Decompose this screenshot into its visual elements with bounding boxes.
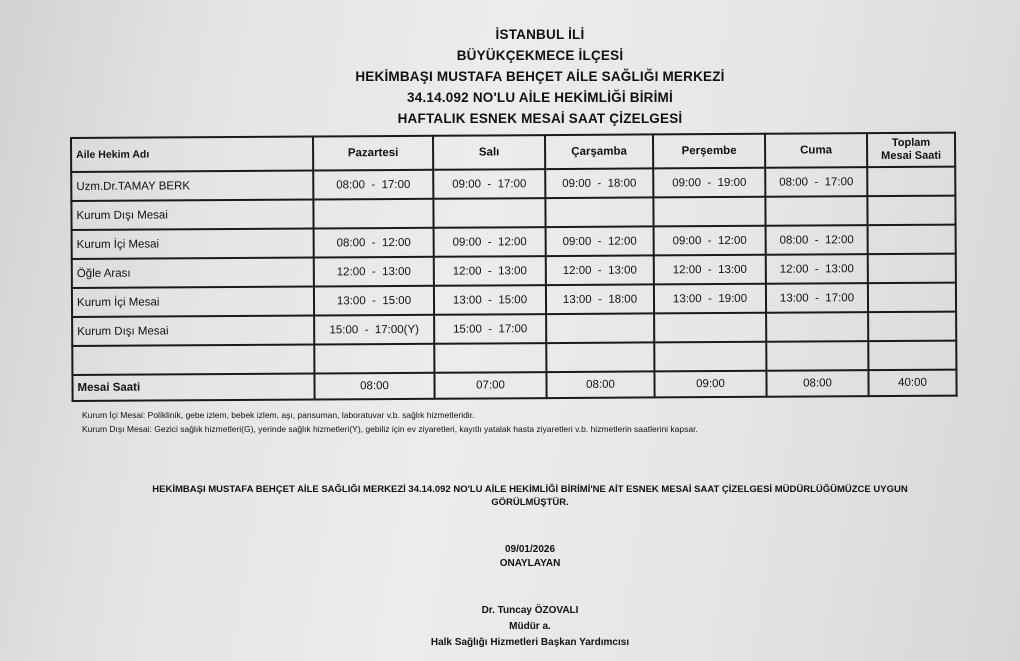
table-cell: 08:00 - 17:00 bbox=[765, 167, 867, 197]
column-header-doctor-name: Aile Hekim Adı bbox=[71, 137, 313, 172]
approval-date: 09/01/2026 bbox=[504, 544, 556, 555]
row-label: Öğle Arası bbox=[72, 258, 314, 288]
weekly-schedule-table bbox=[70, 132, 958, 402]
table-cell bbox=[653, 197, 765, 227]
approval-line1: HEKİMBAŞI MUSTAFA BEHÇET AİLE SAĞLIĞI MERKEZİ 34.14.092 NO'LU AİLE HEKİMLİĞİ BİRİMİ'NE AİT ESNEK MESAİ SAAT ÇİZELGESİ MÜDÜRLÜĞÜMÜZCE UYGUN bbox=[152, 484, 908, 495]
table-cell: 13:00 - 15:00 bbox=[314, 286, 434, 316]
table-cell: 13:00 - 18:00 bbox=[546, 284, 654, 314]
table-cell-total bbox=[867, 196, 955, 226]
table-cell: 15:00 - 17:00 bbox=[434, 314, 546, 344]
header-schedule-title: HAFTALIK ESNEK MESAİ SAAT ÇİZELGESİ bbox=[397, 111, 683, 126]
column-header-friday: Cuma bbox=[765, 133, 867, 168]
footnote-internal-hours: Kurum İçi Mesai: Poliklinik, gebe izlem, bebek izlem, aşı, pansuman, laboratuvar v.b. sağlık hizmetleridir. bbox=[82, 410, 475, 420]
table-cell bbox=[434, 343, 546, 373]
approval-date-block bbox=[430, 543, 630, 571]
row-label: Kurum Dışı Mesai bbox=[72, 316, 314, 346]
table-cell bbox=[545, 197, 653, 227]
table-summary-row bbox=[72, 370, 956, 401]
table-cell: 09:00 - 12:00 bbox=[434, 227, 546, 257]
column-header-total-line2: Mesai Saati bbox=[881, 149, 942, 163]
table-cell bbox=[546, 342, 654, 372]
table-cell-total bbox=[868, 254, 956, 284]
column-header-monday: Pazartesi bbox=[313, 136, 433, 171]
row-label: Kurum İçi Mesai bbox=[72, 229, 314, 259]
summary-cell: 09:00 bbox=[654, 371, 766, 398]
signer-block bbox=[380, 603, 680, 651]
approval-statement bbox=[120, 483, 940, 509]
table-cell bbox=[765, 196, 867, 226]
header-province: İSTANBUL İLİ bbox=[495, 27, 585, 42]
signer-name: Dr. Tuncay ÖZOVALI bbox=[481, 605, 579, 616]
document-header bbox=[300, 24, 780, 129]
table-cell: 15:00 - 17:00(Y) bbox=[314, 315, 434, 345]
table-cell bbox=[766, 312, 868, 342]
table-cell-total bbox=[868, 312, 956, 342]
table-cell: 12:00 - 13:00 bbox=[546, 255, 654, 285]
summary-total: 40:00 bbox=[868, 370, 956, 397]
summary-label: Mesai Saati bbox=[72, 374, 314, 401]
table-cell bbox=[433, 198, 545, 228]
signer-title2: Halk Sağlığı Hizmetleri Başkan Yardımcısı bbox=[430, 637, 630, 648]
column-header-wednesday: Çarşamba bbox=[545, 134, 653, 169]
summary-cell: 08:00 bbox=[766, 370, 868, 397]
column-header-tuesday: Salı bbox=[433, 135, 545, 170]
table-cell: 12:00 - 13:00 bbox=[654, 255, 766, 285]
row-label bbox=[72, 345, 314, 375]
table-cell-total bbox=[867, 167, 955, 197]
table-cell bbox=[654, 313, 766, 343]
table-cell: 09:00 - 18:00 bbox=[545, 168, 653, 198]
table-cell: 13:00 - 17:00 bbox=[766, 283, 868, 313]
table-cell: 12:00 - 13:00 bbox=[314, 257, 434, 287]
table-cell-total bbox=[868, 225, 956, 255]
table-cell: 08:00 - 12:00 bbox=[766, 225, 868, 255]
table-cell bbox=[313, 199, 433, 229]
signer-title1: Müdür a. bbox=[509, 621, 551, 632]
table-cell: 09:00 - 19:00 bbox=[653, 168, 765, 198]
footnote-external-hours: Kurum Dışı Mesai: Gezici sağlık hizmetleri(G), yerinde sağlık hizmetleri(Y), gebiliz için ev ziyaretleri, kayıtlı yatalak hasta ziyaretleri v.b. hizmetlerin saatlerini kapsar. bbox=[82, 424, 698, 434]
row-label: Kurum Dışı Mesai bbox=[71, 200, 313, 230]
column-header-total bbox=[867, 133, 955, 168]
table-cell: 12:00 - 13:00 bbox=[766, 254, 868, 284]
header-unit: 34.14.092 NO'LU AİLE HEKİMLİĞİ BİRİMİ bbox=[407, 90, 673, 105]
header-district: BÜYÜKÇEKMECE İLÇESİ bbox=[456, 48, 624, 63]
footnotes bbox=[82, 408, 698, 436]
table-header-row bbox=[71, 133, 955, 172]
table-cell: 12:00 - 13:00 bbox=[434, 256, 546, 286]
table-cell: 09:00 - 17:00 bbox=[433, 169, 545, 199]
column-header-total-line1: Toplam bbox=[891, 136, 931, 149]
approver-label: ONAYLAYAN bbox=[499, 558, 561, 569]
table-cell: 13:00 - 15:00 bbox=[434, 285, 546, 315]
table-cell: 09:00 - 12:00 bbox=[546, 226, 654, 256]
column-header-thursday: Perşembe bbox=[653, 134, 765, 169]
table-cell bbox=[766, 341, 868, 371]
summary-cell: 07:00 bbox=[434, 372, 546, 399]
header-health-center: HEKİMBAŞI MUSTAFA BEHÇET AİLE SAĞLIĞI MERKEZİ bbox=[355, 69, 725, 84]
table-cell-total bbox=[868, 283, 956, 313]
table-cell bbox=[654, 342, 766, 372]
table-cell: 13:00 - 19:00 bbox=[654, 284, 766, 314]
row-label: Uzm.Dr.TAMAY BERK bbox=[71, 171, 313, 201]
summary-cell: 08:00 bbox=[546, 371, 654, 398]
table-cell bbox=[546, 313, 654, 343]
summary-cell: 08:00 bbox=[314, 373, 434, 400]
table-cell: 08:00 - 12:00 bbox=[314, 228, 434, 258]
table-cell: 09:00 - 12:00 bbox=[654, 226, 766, 256]
table-cell-total bbox=[868, 341, 956, 371]
table-cell bbox=[314, 344, 434, 374]
row-label: Kurum İçi Mesai bbox=[72, 287, 314, 317]
table-cell: 08:00 - 17:00 bbox=[313, 170, 433, 200]
approval-line2: GÖRÜLMÜŞTÜR. bbox=[491, 497, 569, 508]
